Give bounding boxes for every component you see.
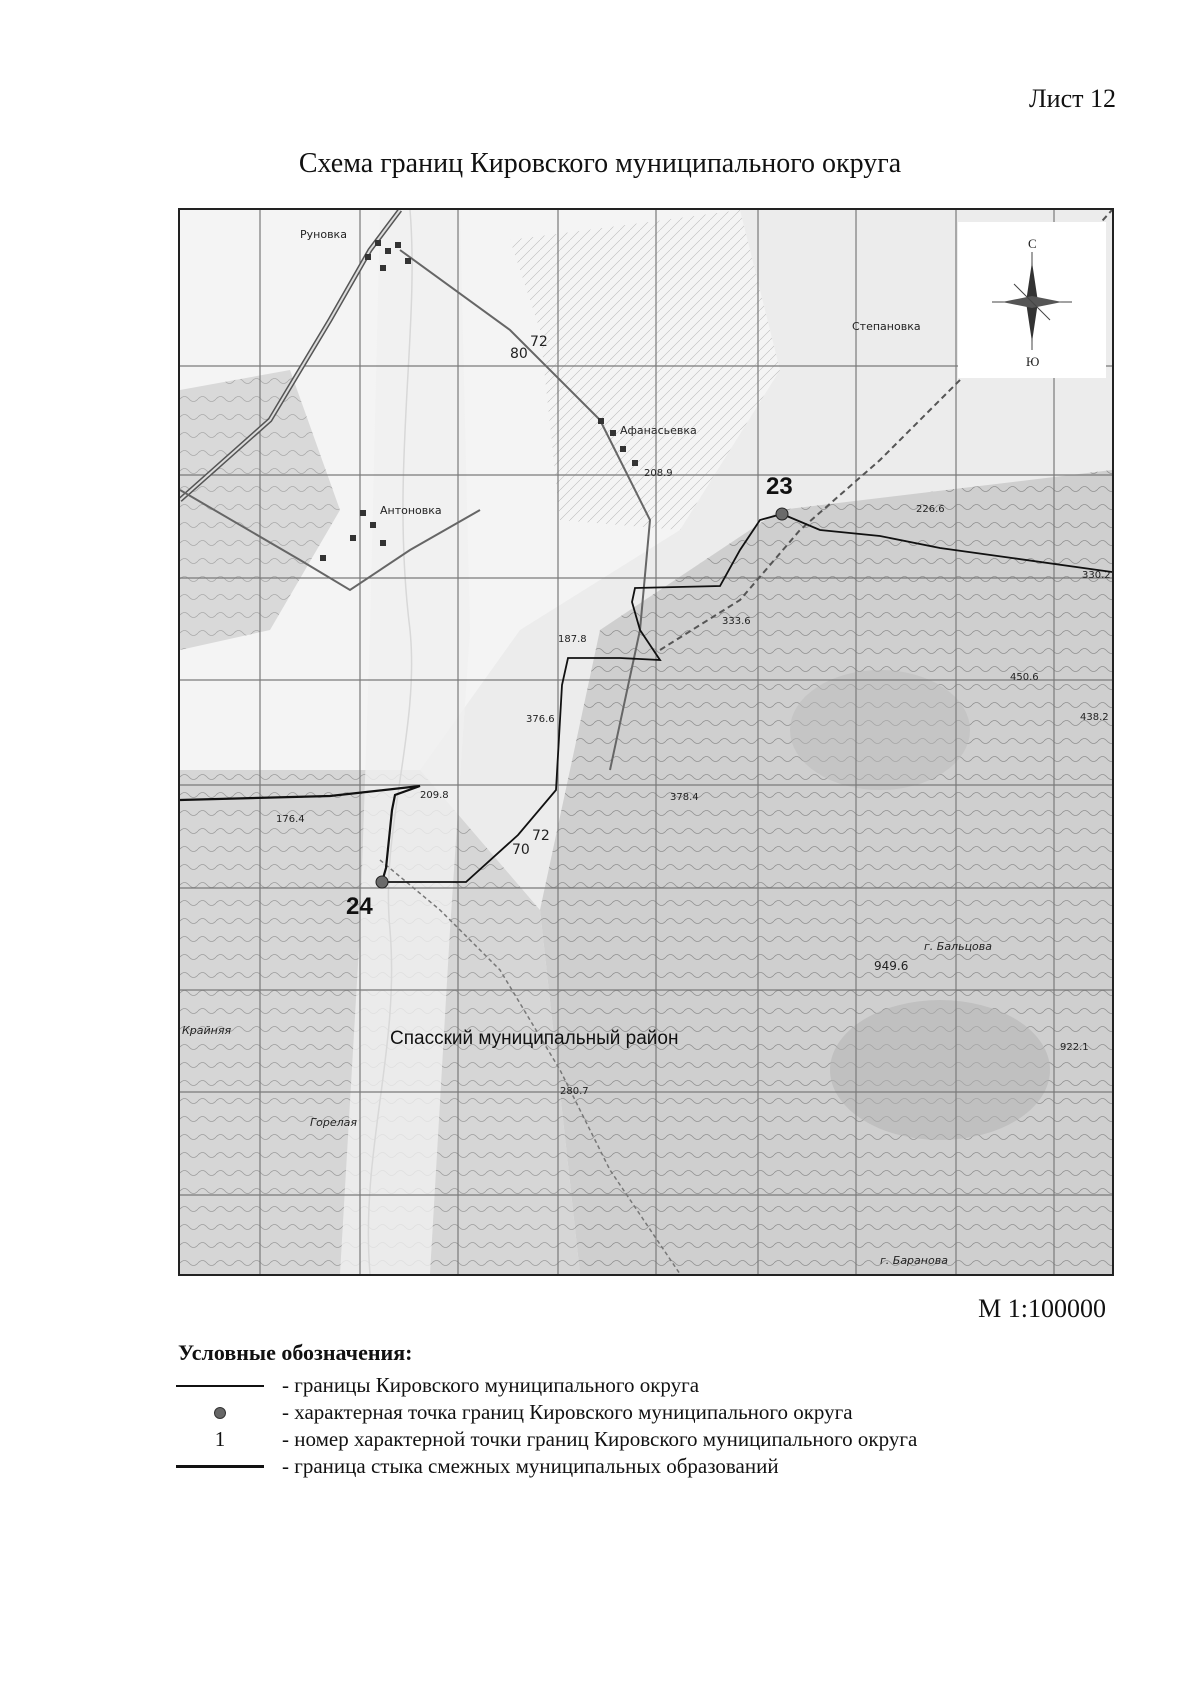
point-number-24: 24: [346, 893, 373, 920]
point-number-23: 23: [766, 473, 793, 500]
legend-symbol-thick-line: [170, 1453, 270, 1481]
legend-symbol-number: 1: [214, 1427, 226, 1451]
legend-text: - характерная точка границ Кировского муниципального округа: [282, 1400, 853, 1424]
legend-title: Условные обозначения:: [178, 1340, 413, 1365]
place-label: Горелая: [310, 1116, 357, 1129]
elevation-label: 450.6: [1010, 672, 1039, 683]
compass-north-label: С: [1028, 236, 1037, 251]
peak-shade-baltsova: [830, 1000, 1050, 1140]
elevation-label: 922.1: [1060, 1042, 1089, 1053]
place-label: Афанасьевка: [620, 424, 697, 437]
sheet-number: Лист 12: [1029, 84, 1116, 113]
place-label: г. Баранова: [880, 1254, 948, 1267]
legend-symbol-line: [170, 1372, 270, 1400]
boundary-point-24[interactable]: [376, 876, 388, 888]
compass-rose: [958, 222, 1106, 378]
legend-text: - номер характерной точки границ Кировского муниципального округа: [282, 1427, 918, 1451]
legend-symbol-dot: [170, 1399, 270, 1427]
place-label: Руновка: [300, 228, 347, 241]
grid-number: 72: [532, 828, 550, 844]
elevation-label: 176.4: [276, 814, 305, 825]
legend-text: - граница стыка смежных муниципальных образований: [282, 1454, 779, 1478]
grid-number: 72: [530, 334, 548, 350]
elevation-label: 949.6: [874, 959, 909, 973]
compass-south-label: Ю: [1026, 354, 1040, 369]
place-label: г. Бальцова: [924, 940, 993, 953]
peak-shade-east: [790, 670, 970, 790]
elevation-label: 376.6: [526, 714, 555, 725]
elevation-label: 280.7: [560, 1086, 589, 1097]
elevation-label: 208.9: [644, 468, 673, 479]
elevation-label: 333.6: [722, 616, 751, 627]
elevation-label: 187.8: [558, 634, 587, 645]
elevation-label: 330.2: [1082, 570, 1111, 581]
page-title: Схема границ Кировского муниципального округа: [298, 148, 902, 179]
grid-number: 80: [510, 346, 528, 362]
topographic-map[interactable]: [178, 208, 1114, 1276]
boundary-point-23[interactable]: [776, 508, 788, 520]
place-label: Крайняя: [182, 1024, 232, 1037]
map-scale: М 1:100000: [978, 1294, 1106, 1323]
elevation-label: 378.4: [670, 792, 699, 803]
place-label: Степановка: [852, 320, 921, 333]
place-label: Антоновка: [380, 504, 442, 517]
elevation-label: 226.6: [916, 504, 945, 515]
elevation-label: 209.8: [420, 790, 449, 801]
district-label: Спасский муниципальный район: [390, 1028, 679, 1049]
legend-text: - границы Кировского муниципального округа: [282, 1373, 700, 1397]
grid-number: 70: [512, 842, 530, 858]
elevation-label: 438.2: [1080, 712, 1109, 723]
